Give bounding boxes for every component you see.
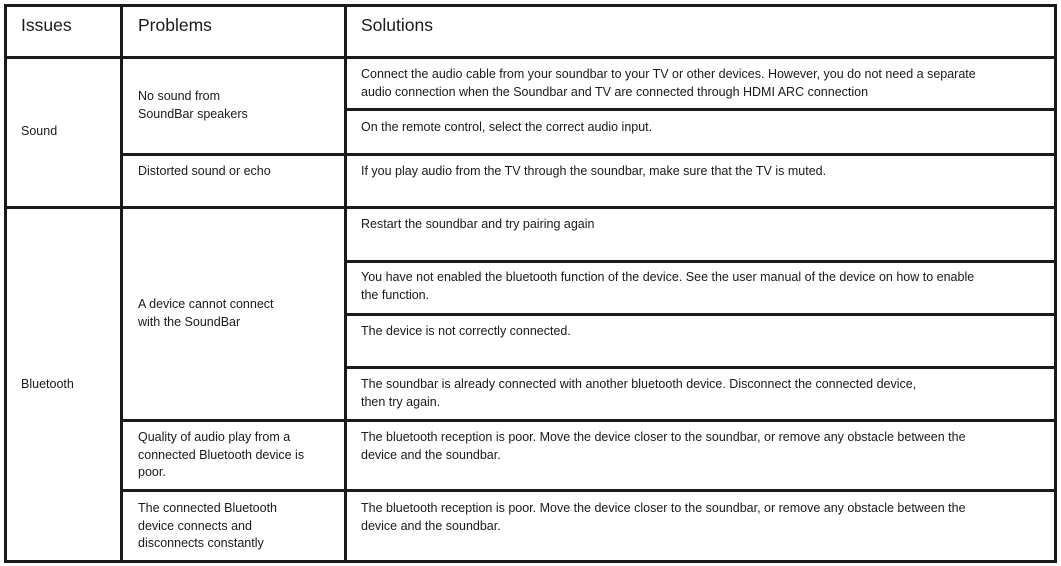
problem-audio-quality: Quality of audio play from a connected Bluetooth device is poor. bbox=[138, 430, 305, 479]
table-border-bottom bbox=[4, 560, 1057, 563]
problem-cannot-connect: A device cannot connect with the SoundBar bbox=[138, 297, 274, 329]
table-border-right bbox=[1054, 4, 1057, 563]
solution-divider-2 bbox=[344, 260, 1057, 263]
row-divider-bluetooth-disconnects bbox=[120, 489, 1057, 492]
row-divider-sound-problems bbox=[120, 153, 1057, 156]
header-problems: Problems bbox=[138, 15, 212, 35]
row-divider-bluetooth-quality bbox=[120, 419, 1057, 422]
solution-reception-quality: The bluetooth reception is poor. Move the device closer to the soundbar, or remove any obstacle between the device and the soundbar. bbox=[361, 430, 966, 462]
solution-divider-4 bbox=[344, 366, 1057, 369]
problem-disconnects: The connected Bluetooth device connects and disconnects constantly bbox=[138, 501, 277, 550]
column-divider-issues-problems bbox=[120, 4, 123, 563]
solution-not-connected: The device is not correctly connected. bbox=[361, 324, 571, 338]
solution-tv-muted: If you play audio from the TV through the soundbar, make sure that the TV is muted. bbox=[361, 164, 827, 178]
solution-already-connected: The soundbar is already connected with another bluetooth device. Disconnect the connected device, then try again. bbox=[361, 377, 917, 409]
solution-audio-cable: Connect the audio cable from your soundbar to your TV or other devices. However, you do not need a separate audio connection when the Soundbar and TV are connected through HDMI ARC connection bbox=[361, 67, 976, 99]
solution-divider-3 bbox=[344, 313, 1057, 316]
solution-reception-disconnects: The bluetooth reception is poor. Move the device closer to the soundbar, or remove any obstacle between the device and the soundbar. bbox=[361, 501, 966, 533]
header-solutions: Solutions bbox=[361, 15, 433, 35]
solution-audio-input: On the remote control, select the correct audio input. bbox=[361, 120, 653, 134]
table-border-top bbox=[4, 4, 1057, 7]
column-divider-problems-solutions bbox=[344, 4, 347, 563]
solution-enable-bluetooth: You have not enabled the bluetooth function of the device. See the user manual of the device on how to enable the function. bbox=[361, 270, 975, 302]
header-issues: Issues bbox=[21, 15, 72, 35]
problem-distorted-sound: Distorted sound or echo bbox=[138, 164, 271, 178]
problem-no-sound: No sound from SoundBar speakers bbox=[138, 89, 248, 121]
issue-sound: Sound bbox=[21, 124, 58, 138]
issue-bluetooth: Bluetooth bbox=[21, 377, 74, 391]
table-border-left bbox=[4, 4, 7, 563]
group-divider-sound-bluetooth bbox=[4, 206, 1057, 209]
solution-divider-1 bbox=[344, 108, 1057, 111]
header-divider bbox=[4, 56, 1057, 59]
solution-restart: Restart the soundbar and try pairing again bbox=[361, 217, 595, 231]
